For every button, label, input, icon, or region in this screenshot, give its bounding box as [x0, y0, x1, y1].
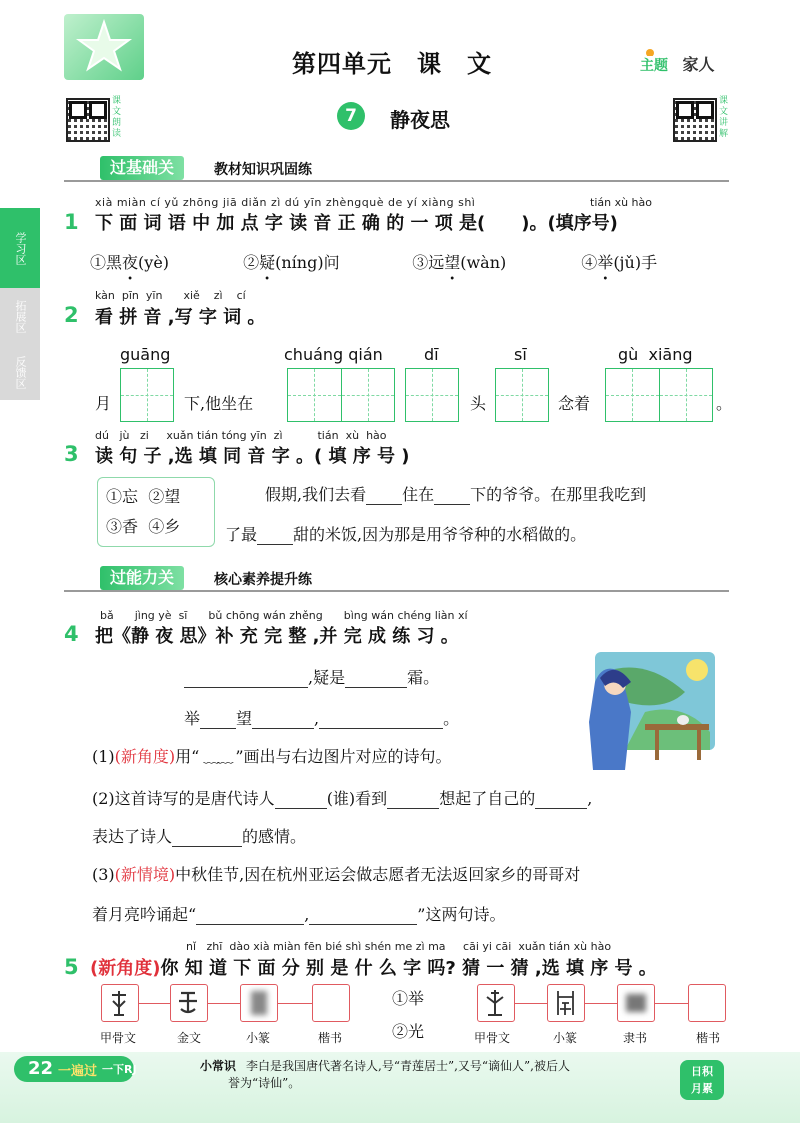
- footer-page-badge: [14, 1056, 137, 1082]
- q4-poem-line-2: 举 望 , 。: [184, 709, 460, 728]
- section-ability-header: [64, 566, 729, 592]
- oracle-glyph-icon: [478, 985, 513, 1020]
- tip-text-2: 誉为“诗仙”。: [228, 1076, 301, 1090]
- q1-pinyin-tail: tián xù hào: [590, 196, 652, 209]
- q4-blank-1[interactable]: [184, 669, 308, 688]
- q3-text: 读 句 子 ,选 填 同 音 字 。( 填 序 号 ): [95, 446, 410, 467]
- q5-new-angle-tag: (新角度): [90, 958, 161, 979]
- q5-option-1: ①举: [392, 989, 425, 1008]
- q4-blank-seen[interactable]: [387, 790, 439, 809]
- unit-title: 第四单元 课 文: [292, 50, 492, 78]
- q2-writing-box-2[interactable]: [287, 368, 395, 422]
- footer-badge: [680, 1060, 724, 1100]
- qr-left-label: 课文朗读: [112, 96, 122, 139]
- lesson-number: 7: [345, 106, 357, 126]
- sun-icon: [642, 44, 658, 56]
- q3-sentence-line-1: 假期,我们去看 住在 下的爷爷。在那里我吃到: [265, 485, 647, 504]
- q1-option-3[interactable]: ③远望(wàn): [412, 253, 507, 272]
- theme-box: [640, 52, 714, 75]
- lesson-number-badge: [337, 102, 365, 130]
- q5-left-seal-glyph: [240, 984, 278, 1022]
- q1-number: 1: [64, 210, 79, 234]
- oracle-glyph-icon: [102, 985, 137, 1020]
- q4-text: 把《静 夜 思》补 充 完 整 ,并 完 成 练 习 。: [95, 626, 459, 647]
- q1-text: 下 面 词 语 中 加 点 字 读 音 正 确 的 一 项 是( )。(填序号): [95, 213, 618, 234]
- q3-pinyin: dú jù zi xuǎn tián tóng yīn zì tián xù hào: [95, 429, 387, 442]
- q3-choice-1: ①忘: [106, 487, 139, 506]
- q4-blank-own[interactable]: [535, 790, 587, 809]
- q2-blank-pinyin-4: sī: [514, 345, 527, 364]
- q4-part-2: (2)这首诗写的是唐代诗人 (谁)看到 想起了自己的 ,: [92, 789, 593, 808]
- q5-option-2: ②光: [392, 1022, 425, 1041]
- q2-blank-pinyin-1: guāng: [120, 345, 171, 364]
- theme-value: 家人: [682, 55, 715, 74]
- theme-label: 主题: [640, 58, 668, 74]
- q4-pinyin: bǎ jìng yè sī bǔ chōng wán zhěng bìng wán chéng liàn xí: [100, 609, 468, 622]
- blurred-glyph-icon: [251, 991, 267, 1015]
- q5-right-label-3: 隶书: [623, 1031, 648, 1045]
- q2-writing-box-1[interactable]: [120, 368, 174, 422]
- q3-blank-2[interactable]: [434, 486, 470, 505]
- q2-frag-5: 。: [716, 394, 733, 413]
- blurred-glyph-icon: [626, 994, 646, 1012]
- q4-blank-verse-2[interactable]: [309, 906, 417, 925]
- q3-choice-3: ③香: [106, 517, 139, 536]
- q2-blank-pinyin-3: dī: [424, 345, 439, 364]
- brand-name: 一遍过: [58, 1064, 98, 1079]
- star-icon: [64, 14, 144, 80]
- q2-blank-pinyin-2: chuáng qián: [284, 345, 383, 364]
- section-divider: [64, 590, 729, 592]
- q5-pinyin: nǐ zhī dào xià miàn fēn bié shì shén me zì ma cāi yi cāi xuǎn tián xù hào: [186, 940, 612, 953]
- q2-frag-2: 下,他坐在: [184, 394, 254, 413]
- side-tab-extend[interactable]: 拓展区: [0, 288, 40, 344]
- q4-part-3-line-2: 着月亮吟诵起“ , ”这两句诗。: [92, 905, 506, 924]
- q2-frag-4: 念着: [558, 394, 591, 413]
- grade-label: 一下RJ: [102, 1063, 137, 1076]
- q1-options: [90, 250, 657, 273]
- badge-text: 日积月累: [691, 1065, 713, 1095]
- qr-code-left[interactable]: [66, 98, 110, 142]
- q5-left-label-3: 小篆: [246, 1031, 271, 1045]
- q1-option-4[interactable]: ④举(jǔ)手: [581, 253, 658, 272]
- q4-new-context-tag: (新情境): [114, 865, 176, 884]
- q2-number: 2: [64, 303, 79, 327]
- q3-choice-box: [97, 477, 215, 547]
- q4-blank-poet[interactable]: [275, 790, 327, 809]
- q5-right-oracle-glyph: [477, 984, 515, 1022]
- q1-pinyin: xià miàn cí yǔ zhōng jiā diǎn zì dú yīn zhèngquè de yí xiàng shì: [95, 196, 476, 209]
- q5-left-oracle-glyph: [101, 984, 139, 1022]
- unit-logo: [64, 14, 144, 80]
- q5-right-kaishu-answer[interactable]: [688, 984, 726, 1022]
- q5-left-label-2: 金文: [177, 1031, 202, 1045]
- bronze-glyph-icon: [171, 985, 206, 1020]
- footer-tip: [200, 1058, 570, 1092]
- q4-new-angle-tag-1: (新角度): [114, 747, 176, 766]
- q4-part-3: (3)(新情境)中秋佳节,因在杭州亚运会做志愿者无法返回家乡的哥哥对: [92, 865, 581, 884]
- q3-number: 3: [64, 442, 79, 466]
- side-tab-study[interactable]: 学习区: [0, 208, 40, 288]
- q4-blank-verse-1[interactable]: [196, 906, 304, 925]
- section-basic-header: [64, 156, 729, 182]
- q4-blank-5[interactable]: [319, 710, 443, 729]
- page-number: 22: [28, 1058, 54, 1079]
- q5-left-label-1: 甲骨文: [100, 1031, 137, 1045]
- seal-glyph-icon: [548, 985, 583, 1020]
- q1-option-2[interactable]: ②疑(níng)问: [243, 253, 340, 272]
- q4-blank-3[interactable]: [200, 710, 236, 729]
- q3-sentence-line-2: 了最 甜的米饭,因为那是用爷爷种的水稻做的。: [225, 525, 587, 544]
- q5-right-label-2: 小篆: [553, 1031, 578, 1045]
- q5-text: (新角度)你 知 道 下 面 分 别 是 什 么 字 吗? 猜 一 猜 ,选 填 序 号 。: [90, 958, 657, 979]
- q2-blank-pinyin-5: gù xiāng: [618, 345, 693, 364]
- poem-illustration: [585, 652, 720, 780]
- q5-right-seal-glyph: [547, 984, 585, 1022]
- q3-blank-3[interactable]: [257, 526, 293, 545]
- qr-code-right[interactable]: [673, 98, 717, 142]
- q5-left-label-4: 楷书: [318, 1031, 343, 1045]
- q4-poem-line-1: ,疑是 霜。: [184, 665, 439, 688]
- q5-number: 5: [64, 955, 79, 979]
- section-basic-subtitle: 教材知识巩固练: [214, 162, 312, 178]
- q4-blank-2[interactable]: [345, 669, 407, 688]
- section-divider: [64, 180, 729, 182]
- q5-left-kaishu-answer[interactable]: [312, 984, 350, 1022]
- q5-right-label-4: 楷书: [696, 1031, 721, 1045]
- q3-choice-2: ②望: [148, 487, 181, 506]
- q2-writing-box-5[interactable]: [605, 368, 713, 422]
- q5-right-label-1: 甲骨文: [474, 1031, 511, 1045]
- q4-number: 4: [64, 622, 79, 646]
- q3-blank-1[interactable]: [366, 486, 402, 505]
- q4-blank-4[interactable]: [252, 710, 314, 729]
- q2-text: 看 拼 音 ,写 字 词 。: [95, 307, 266, 328]
- q3-choice-4: ④乡: [148, 517, 181, 536]
- qr-right-label: 课文讲解: [719, 96, 729, 139]
- q1-option-1[interactable]: ①黑夜(yè): [90, 253, 170, 272]
- q5-left-bronze-glyph: [170, 984, 208, 1022]
- q4-blank-feeling[interactable]: [172, 828, 242, 847]
- tip-label: 小常识: [200, 1059, 237, 1073]
- wavy-line-icon: ﹏﹏: [203, 747, 232, 766]
- q4-part-2-line-2: 表达了诗人 的感情。: [92, 827, 307, 846]
- q2-writing-box-4[interactable]: [495, 368, 549, 422]
- q2-writing-box-3[interactable]: [405, 368, 459, 422]
- q4-part-1: (1)(新角度)用“ ﹏﹏ ”画出与右边图片对应的诗句。: [92, 744, 452, 767]
- q2-frag-1: 月: [95, 394, 112, 413]
- lesson-title: 静夜思: [390, 108, 450, 132]
- section-basic-tag: 过基础关: [100, 156, 184, 180]
- section-ability-tag: 过能力关: [100, 566, 184, 590]
- q2-frag-3: 头: [470, 394, 487, 413]
- tip-text-1: 李白是我国唐代著名诗人,号“青莲居士”,又号“谪仙人”,被后人: [246, 1059, 571, 1073]
- side-tab-feedback[interactable]: 反馈区: [0, 344, 40, 400]
- section-ability-subtitle: 核心素养提升练: [214, 572, 312, 588]
- q5-right-clerical-glyph: [617, 984, 655, 1022]
- q2-pinyin: kàn pīn yīn xiě zì cí: [95, 289, 246, 302]
